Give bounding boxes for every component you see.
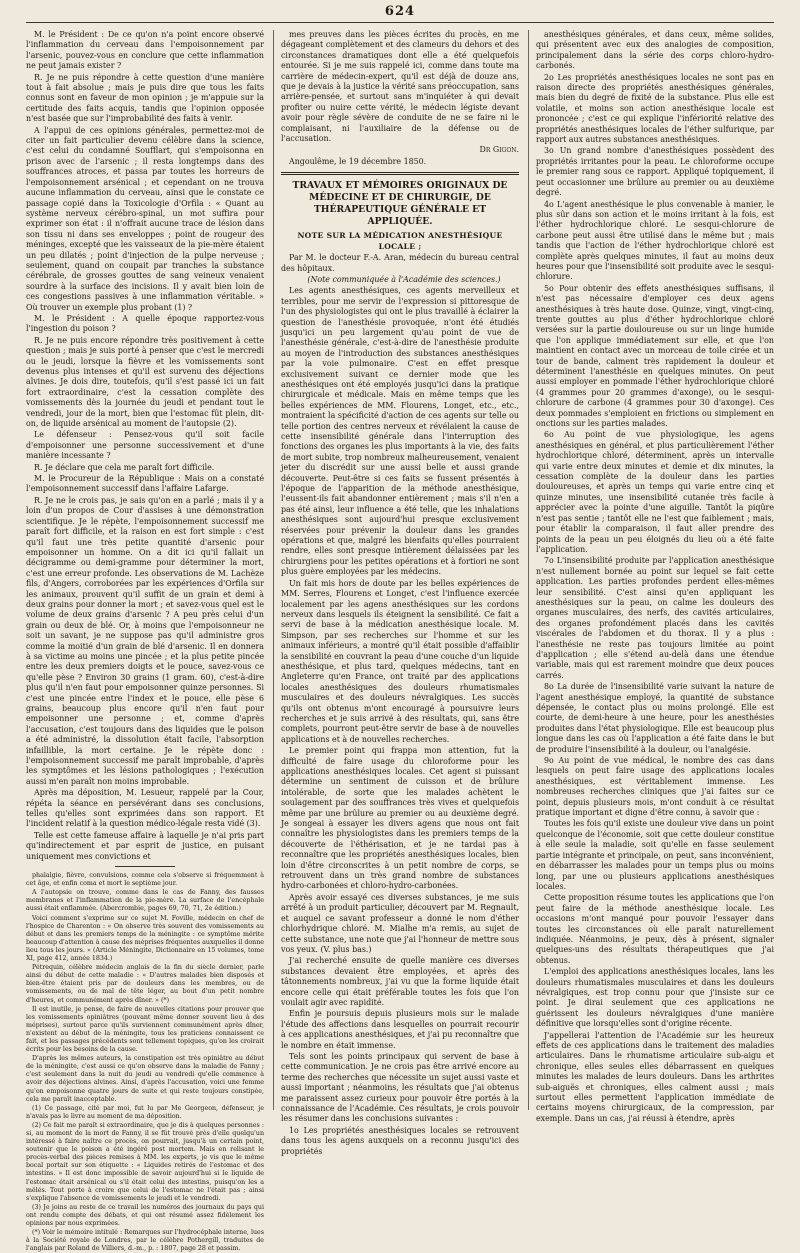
header-rule	[26, 22, 774, 23]
paragraph: Les agents anesthésiques, ces agents merveilleux et terribles, pour me servir de l'expression si pittoresque de l'un des physiologistes qui ont le plus travaillé à éclairer la question de l'anesthésie provoquée, n'ont été étudiés jusqu'ici un peu largement qu'au point de vue de l'anesthésie générale, c'est-à-dire de l'anesthésie produite au moyen de l'introduction des substances anesthésiques par la voie pulmonaire. C'est en effet presque exclusivement suivant ce dernier mode que les anesthésiques ont été employés jusqu'ici dans la pratique chirurgicale et médicale. Mais en même temps que les belles expériences de MM. Flourens, Longet, etc., etc., montraient la spécificité d'action de ces agents sur telle ou telle portion des centres nerveux et révélaient la cause de cette insensibilité générale dans l'interruption des fonctions des organes les plus importants à la vie, des faits de mort subite, trop nombreux malheureusement, venaient jeter du discrédit sur une aussi belle et aussi grande découverte. Peut-être si ces faits se fussent présentés à l'époque de l'apparition de la méthode anesthésique, l'eussent-ils fait abandonner entièrement ; mais s'il n'en a pas été ainsi, leur influence a été telle, que les inhalations anesthésiques sont aujourd'hui presque exclusivement réservées pour prévenir la douleur dans les grandes opérations et que, malgré les bienfaits qu'elles pourraient rendre, elles sont presque intièrement délaissées par les chirurgiens pour les petites opérations et à fortiori ne sont plus guère employées par les médecins.	[281, 286, 519, 577]
column-middle	[281, 30, 519, 1156]
paragraph: 4o L'agent anesthésique le plus convenable à manier, le plus sûr dans son action et le moins irritant à la fois, est l'éther hydrochlorique chloré. Le sesqui-chlorure de carbone peut aussi être utilisé dans le même but ; mais tandis que l'action de l'éther hydrochlorique chloré est complète après quelques minutes, il faut au moins deux heures pour que l'insensibilité soit produite avec le sesqui-chlorure.	[536, 199, 774, 282]
author-signature: Dr Gigon.	[479, 145, 519, 155]
footnote: Pétrequin, célèbre médecin anglais de la fin du siècle dernier, parle ainsi du début de cette maladie : « D'autres malades bien disposés et bien-être étaient pris par de douleurs dans les membres, ou de vomissements, ou de mal de tête léger, au bout d'un petit nombre d'heures, et communément après dîner. » (*)	[26, 964, 264, 1004]
footnote-separator	[115, 866, 175, 867]
paragraph: 1o Les propriétés anesthésiques locales se retrouvent dans tous les agens auxquels on a reconnu jusqu'ici des propriétés	[281, 1125, 519, 1156]
paragraph: 6o Au point de vue physiologique, les agens anesthésiques en général, et plus particulièrement l'éther hydrochlorique chloré, déterminent, après un intervalle qui varie entre deux minutes et demie et dix minutes, la cessation complète de la douleur dans les parties douloureuses, et après un temps qui varie entre cinq et quinze minutes, une insensibilité cutanée très facile à apprécier avec la pointe d'une aiguille. Tantôt la piqûre n'est pas sentie ; tantôt elle ne l'est que faiblement ; mais, pour établir la comparaison, il faut aller prendre des points de la peau un peu éloignés du lieu où a été faite l'application.	[536, 430, 774, 554]
paragraph: L'emploi des applications anesthésiques locales, lans les douleurs rhumatismales musculaires et dans les douleurs névralgiques, est trop connu pour que j'insiste sur ce point. Je dirai seulement que ces applications ne guérissent les douleurs névralgiques d'une manière définitive que lorsqu'elles sont d'origine récente.	[536, 967, 774, 1029]
article-byline: Par M. le docteur F.-A. Aran, médecin du bureau central des hôpitaux.	[281, 253, 519, 273]
paragraph: Telle est cette fameuse affaire à laquelle je n'ai pris part qu'indirectement et par esprit de justice, en puisant uniquement mes convictions et	[26, 830, 264, 861]
column-divider	[273, 30, 274, 1110]
paragraph: 9o Au point de vue médical, le nombre des cas dans lesquels on peut faire usage des applications locales anesthésiques, est véritablement immense. Les nombreuses recherches cliniques que j'ai faites sur ce point, depuis plusieurs mois, m'ont conduit à ce résultat pratique important et digne d'être connu, à savoir que :	[536, 756, 774, 818]
paragraph: 7o L'insensibilité produite par l'application anesthésique n'est nullement bornée au point sur lequel se fait cette application. Les parties profondes perdent elles-mêmes leur sensibilité. C'est ainsi qu'en appliquant les anesthésiques sur la peau, on calme les douleurs des organes musculaires, des nerfs, des cavités articulaires, des organes profondément placés dans les cavités viscérales de l'abdomen et du thorax. Il y a plus : l'anesthésie ne reste pas toujours limitée au point d'application ; elle s'étend au-delà dans une étendue variable, mais qui est rarement moindre que deux pouces carrés.	[536, 556, 774, 680]
page-number: 624	[384, 4, 416, 19]
footnote: Il est inutile, je pense, de faire de nouvelles citations pour prouver que les vomissements opiniâtres (pouvant même donner souvent lieu à des méprises), surtout parce qu'ils surviennent communément après dîner, n'existent au début de la méningite, tous les praticiens connaissent ce fait, et les passages précédents sont tellement topiques, qu'on les croirait écrits pour les besoins de la cause.	[26, 1005, 264, 1054]
paragraph: Le défenseur : Pensez-vous qu'il soit facile d'empoisonner une personne successivement et d'une manière incessante ?	[26, 430, 264, 461]
paragraph: M. le Président : De ce qu'on n'a point encore observé l'inflammation du cerveau dans l'empoisonnement par l'arsenic, pouvez-vous en conclure que cette inflammation ne peut jamais exister ?	[26, 30, 264, 71]
paragraph: R. Je ne puis répondre à cette question d'une manière tout à fait absolue ; mais je puis dire que tous les faits connus sont en faveur de mon opinion ; je m'appuie sur la certitude des faits acquis, tandis que l'opinion opposée n'est basée que sur l'improbabilité des faits à venir.	[26, 72, 264, 124]
section-heading: TRAVAUX ET MÉMOIRES ORIGINAUX DE MÉDECINE ET DE CHIRURGIE, DE THÉRAPEUTIQUE GÉNÉRALE ET APPLIQUÉE.	[292, 180, 508, 228]
paragraph: Enfin je poursuis depuis plusieurs mois sur le malade l'étude des affections dans lesquelles on pourrait recourir à ces applications anesthésiques, et j'ai pu reconnaître que le nombre en était immense.	[281, 1009, 519, 1050]
footnote: phalalgie, fièvre, convulsions, comme cela s'observe si fréquemment à cet âge, et enfin coma et mort le septième jour.	[26, 872, 264, 888]
paragraph: Le premier point qui frappa mon attention, fut la difficulté de faire usage du chloroforme pour les applications anesthésiques locales. Cet agent si puissant détermine un sentiment de cuisson et de brûlure intolérable, de sorte que les malades achètent le soulagement par des souffrances très vives et quelquefois même par une brûlure au premier ou au deuxième degré. Je songeai à essayer les divers agens que nous ont fait connaître les physiologistes dans les premiers temps de la découverte de l'éthérisation, et je ne tardai pas à reconnaître que les propriétés anesthésiques locales, bien loin d'être circonscrites à un petit nombre de corps, se retrouvent dans un très grand nombre de substances hydro-carbonées et chloro-hydro-carbonées.	[281, 746, 519, 891]
paragraph: 2o Les propriétés anesthésiques locales ne sont pas en raison directe des propriétés anesthésiques générales, mais bien du degré de fixité de la substance. Plus elle est volatile, et moins son action anesthésique locale est prononcée ; c'est ce qui explique l'infériorité relative des propriétés anesthésiques locales de l'éther sulfurique, par rapport aux autres substances anesthésiques.	[536, 72, 774, 145]
footnote: (2) Ce fait me paraît si extraordinaire, que je dis à quelques personnes : si, au moment de la mort de Fanny, il se fût trouvé près d'elle quelqu'un intéressé à faire naître ce procès, on pourrait, jusqu'à un certain point, soutenir que le poison a été ingéré post mortem. Mais en relisant le procès-verbal des pièces remises à MM. les experts, je vis que le même bocal portait sur son étiquette : « Liquides retirés de l'estomac et des intestins. » Il est donc impossible de savoir aujourd'hui si le liquide de l'estomac était arsénical ou s'il était celui des intestins, puisqu'on les a mêlés. Tout porte à croire que celui de l'estomac ne l'était pas ; ainsi s'explique l'absence de vomissements le jeudi et le vendredi.	[26, 1121, 264, 1202]
paragraph: Tels sont les points principaux qui servent de base à cette communication. Je ne crois pas être arrivé encore au terme des recherches que nécessite un sujet aussi vaste et aussi important ; néanmoins, les résultats que j'ai obtenus me paraissent assez curieux pour pouvoir être portés à la connaissance de l'Académie. Ces résultats, je crois pouvoir les résumer dans les conclusions suivantes :	[281, 1051, 519, 1124]
footnote: (1) Ce passage, cité par moi, fut lu par Me Georgeon, défenseur, je n'avais pas le livre au moment de ma déposition.	[26, 1104, 264, 1120]
column-right-text	[536, 30, 774, 1124]
paragraph: J'appellerai l'attention de l'Académie sur les heureux effets de ces applications dans le traitement des maladies articulaires. Dans le rhumatisme articulaire sub-aigu et chronique, elles seules elles débarrassent en quelques minutes les malades de leurs douleurs. Dans les arthrites sub-aiguës et chroniques, elles calment aussi ; mais surtout elles permettent l'application immédiate de certains moyens chirurgicaux, de la compression, par exemple. Dans un cas, j'ai réussi à étendre, après	[536, 1030, 774, 1123]
paragraph: R. Je ne puis encore répondre très positivement à cette question ; mais je suis porté à penser que c'est le mercredi ou le jeudi, lorsque la fièvre et les vomissements sont devenus plus intenses et qu'il est survenu des déjections alvines. Je dois dire, toutefois, qu'il s'est passé ici un fait fort extraordinaire, c'est la cessation complète des vomissements dès la journée du jeudi et pendant tout le vendredi, jour de la mort, bien que l'estomac fût plein, dit-on, de liquide arsénical au moment de l'autopsie (2).	[26, 335, 264, 429]
article-title: NOTE SUR LA MÉDICATION ANESTHÉSIQUE LOCALE ;	[297, 231, 503, 251]
paragraph: M. le Président : A quelle époque rapportez-vous l'ingestion du poison ?	[26, 313, 264, 334]
paragraph: 8o La durée de l'insensibilité varie suivant la nature de l'agent anesthésique employé, la quantité de substance dépensée, le contact plus ou moins prolongé. Elle est courte, de demi-heure à une heure, pour les anesthésies produites dans l'état physiologique. Elle est beaucoup plus longue dans les cas où l'application a été faite dans le but de produire l'insensibilité à la douleur, ou l'analgésie.	[536, 682, 774, 754]
section-rule	[281, 172, 519, 175]
paragraph: Après avoir essayé ces diverses substances, je me suis arrêté à un produit particulier, découvert par M. Regnault, et auquel ce savant professeur a donné le nom d'éther chlorhydrique chloré. M. Mialhe m'a remis, au sujet de cette substance, une note que j'ai l'honneur de mettre sous vos yeux. (V. plus bas.)	[281, 892, 519, 954]
column-right	[536, 30, 774, 1123]
letter-conclusion	[281, 30, 519, 144]
communication-note: (Note communiquée à l'Académie des sciences.)	[307, 274, 501, 284]
paragraph: R. Je déclare que cela me paraît fort difficile.	[34, 462, 215, 472]
paragraph: Cette proposition résume toutes les applications que l'on peut faire de la méthode anesthésique locale. Les occasions m'ont manqué pour pouvoir l'essayer dans toutes les circonstances où elle paraît naturellement indiquée. Néanmoins, je peux, dès à présent, signaler quelques-uns des résultats thérapeutiques que j'ai obtenus.	[536, 893, 774, 965]
paragraph: Un fait mis hors de doute par les belles expériences de MM. Serres, Flourens et Longet, c'est l'influence exercée localement par les agens anesthésiques sur les cordons nerveux dans lesquels ils éteignent la sensibilité. Ce fait a servi de base à la médication anesthésique locale. M. Simpson, par ses recherches sur l'homme et sur les animaux inférieurs, a montré qu'il était possible d'affaiblir la sensibilité en couvrant la peau d'une couche d'un liquide anesthésique, et plus tard, quelques médecins, tant en Angleterre qu'en France, ont traité par des applications locales anesthésiques des douleurs rhumatismales musculaires et des douleurs névralgiques. Les succès qu'ils ont obtenus m'ont encouragé à poursuivre leurs recherches et je suis arrivé à des résultats, qui, sans être complets, pourront peut-être servir de base à de nouvelles applications et à de nouvelles recherches.	[281, 578, 519, 744]
paragraph: 5o Pour obtenir des effets anesthésiques suffisans, il n'est pas nécessaire d'employer ces deux agens anesthésiques à très haute dose. Quinze, vingt, vingt-cinq, trente gouttes au plus d'éther hydrochlorique chloré versées sur la partie douloureuse ou sur un linge humide que l'on applique immédiatement sur elle, et que l'on maintient en contact avec un morceau de toile cirée et un tour de bande, calment très rapidement la douleur et déterminent l'anesthésie en quelques minutes. On peut aussi employer en pommade l'éther hydrochlorique chloré (4 grammes pour 20 grammes d'axonge), ou le sesqui-chlorure de carbone (4 grammes pour 30 d'axonge). Ces deux pommades s'emploient en frictions ou simplement en onctions sur les parties malades.	[536, 283, 774, 429]
paragraph: J'ai recherché ensuite de quelle manière ces diverses substances devaient être employées, et après des tâtonnements nombreux, j'ai vu que la forme liquide était encore celle qui était préférable toutes les fois que l'on voulait agir avec rapidité.	[281, 956, 519, 1007]
footnote: Voici comment s'exprime sur ce sujet M. Foville, médecin en chef de l'hospice de Charenton : « On observe très souvent des vomissements au début et dans les premiers temps de la méningite : ce symptôme mérite beaucoup d'attention à cause des méprises fréquentes auxquelles il donne lieu tous les jours. » (Article Méningite, Dictionnaire en 15 volumes, tome XI, page 412, année 1834.)	[26, 914, 264, 963]
column-left-text	[26, 30, 264, 862]
paragraph: A l'appui de ces opinions générales, permettez-moi de citer un fait particulier devenu célèbre dans la science, c'est celui du condamné Soufflart, qui s'empoisonna en prison avec de l'arsenic ; il resta longtemps dans des souffrances atroces, et passa par toutes les horreurs de l'empoisonnement arsénical ; et cependant on ne trouva aucune inflammation du cerveau, ainsi que le constate ce passage copié dans la Toxicologie d'Orfila : « Quant au système nerveux cérébro-spinal, un mot suffira pour exprimer son état : il n'offrait aucune trace de lésion dans son tissu ni dans ses enveloppes ; point de rougeur des méninges, excepté que les vaisseaux de la pie-mère étaient un peu dilatés ; point d'injection de la pulpe nerveuse ; seulement, quand on coupait par tranches la substance cérébrale, de grosses gouttes de sang veineux venaient sourdre à la surface des incisions. Il y avait bien loin de ces congestions passives à une inflammation véritable. » Où trouver un exemple plus probant (1) ?	[26, 125, 264, 312]
footnote: D'après les mêmes auteurs, la constipation est très opiniâtre au début de la méningite, c'est aussi ce qu'on observe dans la maladie de Fanny ; c'est seulement dans la nuit du jeudi au vendredi qu'elle commence à avoir des déjections alvines. Ainsi, d'après l'accusation, voici une femme qu'on empoisonne quatre jours de suite et qui reste toujours constipée, cela me paraît inacceptable.	[26, 1055, 264, 1103]
dateline: Angoulême, le 19 décembre 1850.	[289, 156, 427, 166]
footnote: A l'autopsie on trouve, comme dans le cas de Fanny, des fausses membranes et l'inflammation de la pie-mère. La surface de l'encéphale aussi était enflammée. (Abercrombie, pages 69, 70, 71, 2e édition.)	[26, 889, 264, 913]
footnote: (3) Je joins au reste de ce travail les numéros des journaux du pays qui ont rendu compte des débats, et qui ont résumé assez fidèlement les opinions par nous exprimées.	[26, 1203, 264, 1228]
column-left	[26, 30, 264, 1253]
footnote: (*) Voir le mémoire intitulé : Remarques sur l'hydrocéphale interne, lues à la Société royale de Londres, par le célèbre Pothergill, traduites de l'anglais par Roland de Villiers, d.-m., p. : 1807, page 28 et passim.	[26, 1229, 264, 1253]
footnotes	[26, 872, 264, 1253]
paragraph: mes preuves dans les pièces écrites du procès, en me dégageant complètement et des clameurs du dehors et des circonstances dramatiques dont elle a été quelquefois entourée. Si je me suis rappelé ici, comme dans toute ma carrière de médecin-expert, qu'il est déjà de douze ans, que je devais à la justice la vérité sans préoccupation, sans arrière-pensée, et surtout sans m'inquiéter à qui devait profiter ou nuire cette vérité, le médecin légiste devant avoir pour règle sévère de conduite de ne se faire ni le complaisant, ni l'auxiliaire de la défense ou de l'accusation.	[281, 30, 519, 144]
paragraph: Après ma déposition, M. Lesueur, rappelé par la Cour, répéta la séance en persévérant dans ses conclusions, telles qu'elles sont exprimées dans son rapport. Et l'incident relatif à la question médico-légale resta vidé (3).	[26, 788, 264, 829]
article-body	[281, 286, 519, 1157]
column-divider	[528, 30, 529, 1110]
paragraph: M. le Procureur de la République : Mais on a constaté l'empoisonnement successif dans l'affaire Lafarge.	[26, 474, 264, 494]
paragraph: R. Je ne le crois pas, je sais qu'on en a parlé ; mais il y a loin d'un propos de Cour d'assises à une démonstration scientifique. Je le répète, l'empoisonnement successif me paraît fort difficile, et la raison en est fort simple : c'est qu'il faut une très petite quantité d'arsenic pour empoisonner un homme. On a dit ici qu'il fallait un décigramme ou demi-gramme pour déterminer la mort, c'est une erreur profonde. Les observations de M. Lachèze fils, d'Angers, corroborées par les expériences d'Orfila sur les animaux, prouvent qu'il suffit de un grain et demi à deux grains pour donner la mort ; et savez-vous quel est le volume de deux grains d'arsenic ? A peu près celui d'un grain ou deux de blé. Or, à moins que l'empoisonneur ne soit un savant, je ne suppose pas qu'il administre gros comme la moitié d'un grain de blé d'arsenic. Il en donnera à sa victime au moins une pincée ; et la plus petite pincée entre les deux premiers doigts et le pouce, savez-vous ce qu'elle pèse ? Environ 30 grains (1 gram. 60), c'est-à-dire plus qu'il n'en faut pour empoisonner quinze personnes. Si c'est une pincée entre l'index et le pouce, elle pèse 6 grains, beaucoup plus encore qu'il n'en faut pour empoisonner une personne ; et, comme d'après l'accusation, c'est toujours dans des liquides que le poison a été administré, la dissolution était facile, l'absorption infaillible, la mort certaine. Je le répète donc : l'empoisonnement successif me paraît improbable, d'après les symptômes et les lésions pathologiques ; l'exécution aussi m'en paraît non moins improbable.	[26, 495, 264, 786]
paragraph: Toutes les fois qu'il existe une douleur vive dans un point quelconque de l'économie, soit que cette douleur constitue à elle seule la maladie, soit qu'elle en fasse seulement partie intégrante et principale, on peut, sans inconvénient, en débarrasser les malades pour un temps plus ou moins long, par une ou plusieurs applications anesthésiques locales.	[536, 819, 774, 891]
paragraph: 3o Un grand nombre d'anesthésiques possèdent des propriétés irritantes pour la peau. Le chloroforme occupe le premier rang sous ce rapport. Appliqué topiquement, il peut occasionner une brûlure au premier ou au deuxième degré.	[536, 146, 774, 198]
paragraph: anesthésiques générales, et dans ceux, même solides, qui présentent avec eux des analogies de composition, principalement dans la série des corps chloro-hydro-carbonés.	[536, 30, 774, 71]
